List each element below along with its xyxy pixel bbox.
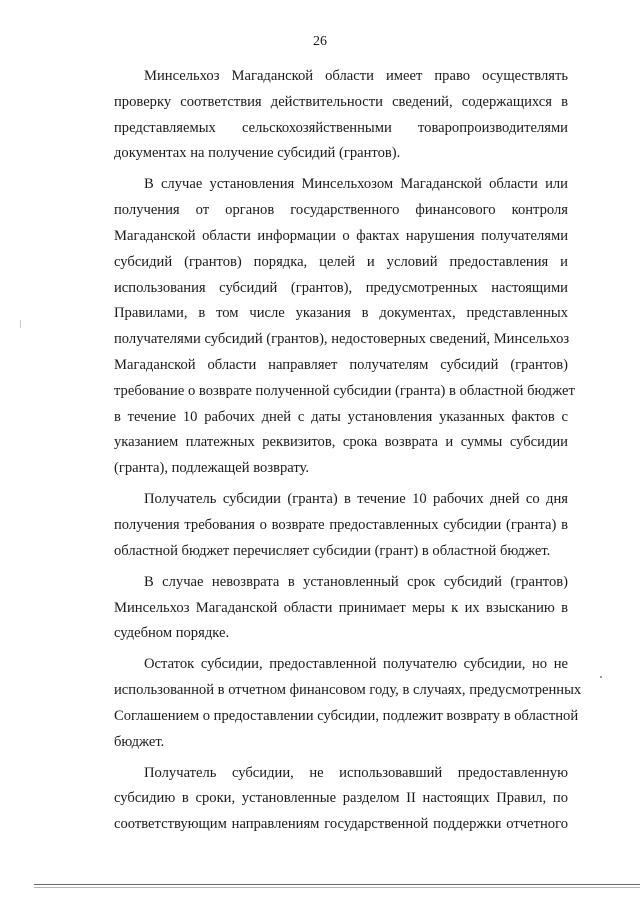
scan-edge-line: [34, 887, 640, 888]
paragraph-unused-balance: [84, 652, 582, 755]
paragraph-recipient-refund: [84, 487, 568, 564]
text-line: (гранта), подлежащей возврату.: [114, 460, 310, 477]
text-line: Получатель субсидии (гранта) в течение 10 рабочих дней со дня: [144, 491, 568, 508]
text-line: судебном порядке.: [114, 625, 230, 642]
text-line: бюджет.: [114, 733, 165, 750]
text-line: проверку соответствия действительности сведений, содержащихся в: [114, 93, 568, 110]
document-body: [84, 64, 582, 838]
text-line: В случае установления Минсельхозом Магаданской области или: [144, 176, 568, 193]
text-line: Получатель субсидии, не использовавший предоставленную: [144, 764, 568, 781]
scan-speck: [20, 320, 21, 328]
text-line: Остаток субсидии, предоставленной получателю субсидии, но не: [144, 656, 568, 673]
text-line: требование о возврате полученной субсидии (гранта) в областной бюджет: [114, 382, 575, 399]
text-line: В случае невозврата в установленный срок субсидий (грантов): [144, 573, 568, 590]
text-line: получателями субсидий (грантов), недостоверных сведений, Минсельхоз: [114, 331, 570, 348]
scan-speck: [600, 676, 602, 678]
text-line: областной бюджет перечисляет субсидии (грант) в областной бюджет.: [114, 542, 551, 559]
text-line: соответствующим направлениям государственной поддержки отчетного: [114, 816, 568, 833]
text-line: указанием платежных реквизитов, срока возврата и суммы субсидии: [114, 434, 568, 451]
paragraph-verification-right: [84, 64, 568, 167]
text-line: получения требования о возврате предоставленных субсидии (гранта) в: [114, 516, 568, 533]
paragraph-non-return-court: [84, 570, 568, 647]
text-line: Соглашением о предоставлении субсидии, подлежит возврату в областной: [114, 707, 579, 724]
text-line: субсидий (грантов) порядка, целей и условий предоставления и: [114, 253, 568, 270]
text-line: Минсельхоз Магаданской области имеет право осуществлять: [144, 68, 568, 84]
text-line: документах на получение субсидий (грантов).: [114, 145, 401, 162]
scan-edge-line: [34, 884, 640, 885]
text-line: Магаданской области информации о фактах нарушения получателями: [114, 227, 568, 244]
text-line: Минсельхоз Магаданской области принимает меры к их взысканию в: [114, 599, 568, 616]
text-line: субсидию в сроки, установленные разделом II настоящих Правил, по: [114, 790, 568, 807]
text-line: в течение 10 рабочих дней с даты установления указанных фактов с: [114, 408, 568, 425]
text-line: использования субсидий (грантов), предусмотренных настоящими: [114, 279, 568, 296]
page-number: 26: [313, 34, 327, 49]
text-line: представляемых сельскохозяйственными товаропроизводителями: [114, 119, 568, 136]
text-line: получения от органов государственного финансового контроля: [114, 202, 568, 219]
text-line: Магаданской области направляет получателям субсидий (грантов): [114, 356, 568, 373]
text-line: использованной в отчетном финансовом году, в случаях, предусмотренных: [114, 682, 582, 699]
paragraph-violation-refund-demand: [84, 172, 575, 482]
paragraph-unused-subsidy-deadline: [84, 761, 568, 838]
text-line: Правилами, в том числе указания в документах, представленных: [114, 305, 568, 322]
